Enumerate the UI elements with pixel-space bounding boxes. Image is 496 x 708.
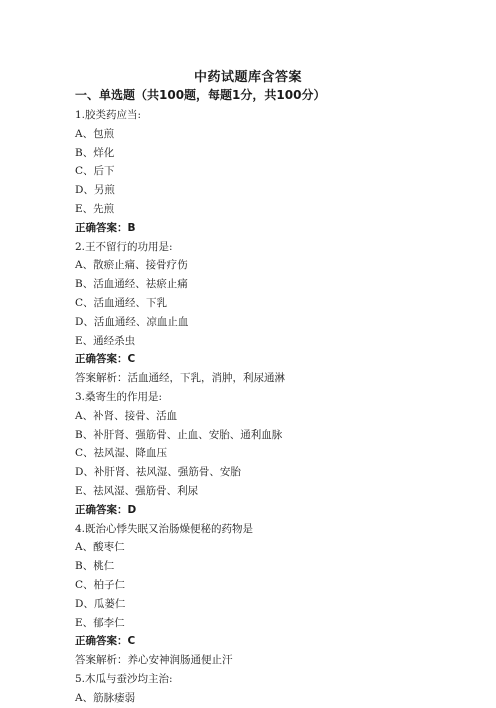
answer-option: D、瓜蒌仁 — [75, 597, 126, 610]
answer-option: D、活血通经、凉血止血 — [75, 315, 189, 328]
answer-option: B、桃仁 — [75, 560, 115, 573]
document-title: 中药试题库含答案 — [193, 70, 302, 85]
answer-option: E、先煎 — [75, 202, 115, 215]
answer-option: C、后下 — [75, 165, 115, 178]
question-stem: 2.王不留行的功用是: — [75, 240, 173, 253]
section-heading: 一、单选题（共100题，每题1分，共100分） — [75, 88, 326, 102]
answer-option: E、通经杀虫 — [75, 334, 136, 347]
answer-option: C、祛风湿、降血压 — [75, 447, 168, 460]
answer-option: B、烊化 — [75, 146, 115, 159]
answer-option: D、补肝肾、祛风湿、强筋骨、安胎 — [75, 466, 241, 479]
correct-answer: 正确答案：C — [75, 635, 136, 648]
correct-answer: 正确答案：C — [75, 353, 136, 366]
answer-option: B、活血通经、祛瘀止痛 — [75, 278, 188, 291]
answer-option: A、包煎 — [75, 127, 115, 140]
answer-option: A、补肾、接骨、活血 — [75, 409, 178, 422]
answer-option: D、另煎 — [75, 184, 115, 197]
question-stem: 4.既治心悸失眠又治肠燥便秘的药物是 — [75, 522, 254, 535]
answer-option: E、祛风湿、强筋骨、利尿 — [75, 484, 199, 497]
question-stem: 5.木瓜与蚕沙均主治: — [75, 672, 173, 685]
answer-option: B、补肝肾、强筋骨、止血、安胎、通利血脉 — [75, 428, 283, 441]
question-list — [75, 106, 475, 708]
answer-option: C、柏子仁 — [75, 578, 126, 591]
correct-answer: 正确答案：B — [75, 221, 136, 234]
answer-option: A、筋脉痿弱 — [75, 691, 136, 704]
answer-option: C、活血通经、下乳 — [75, 296, 168, 309]
answer-analysis: 答案解析：活血通经，下乳，消肿，利尿通淋 — [75, 372, 285, 385]
answer-option: E、郁李仁 — [75, 616, 125, 629]
question-stem: 3.桑寄生的作用是: — [75, 390, 163, 403]
answer-analysis: 答案解析：养心安神润肠通便止汗 — [75, 654, 233, 667]
answer-option: A、散瘀止痛、接骨疗伤 — [75, 259, 188, 272]
correct-answer: 正确答案：D — [75, 503, 137, 516]
answer-option: A、酸枣仁 — [75, 541, 125, 554]
question-stem: 1.胶类药应当: — [75, 109, 142, 121]
